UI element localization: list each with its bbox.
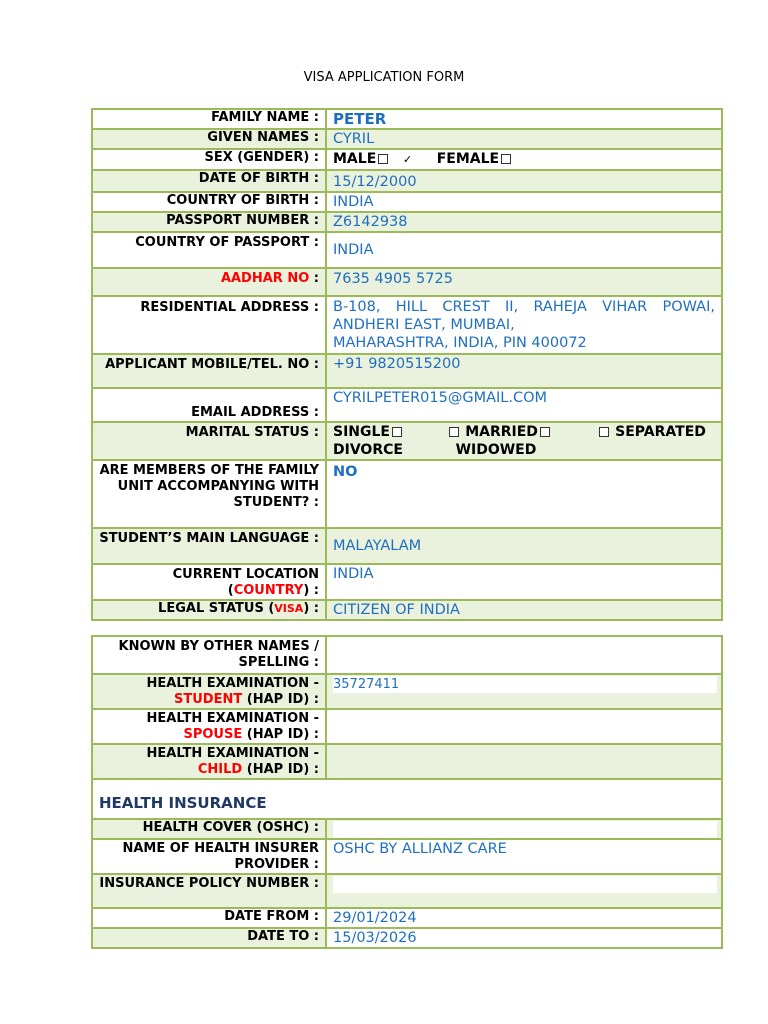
email-field[interactable]: CYRILPETER015@GMAIL.COM	[326, 388, 722, 422]
marital-separated-label: SEPARATED	[615, 424, 706, 440]
mobile-label: APPLICANT MOBILE/TEL. NO :	[92, 354, 326, 388]
date-to-label: DATE TO :	[92, 928, 326, 948]
cover-label: HEALTH COVER (OSHC) :	[92, 819, 326, 839]
known-by-field[interactable]	[326, 636, 722, 674]
cob-field[interactable]: INDIA	[326, 192, 722, 212]
check-icon: ✓	[402, 153, 413, 166]
dob-field[interactable]: 15/12/2000	[326, 170, 722, 192]
child-hap-field[interactable]	[326, 744, 722, 779]
marital-single-checkbox[interactable]	[392, 427, 402, 437]
location-label: CURRENT LOCATION (COUNTRY) :	[92, 564, 326, 600]
language-label: STUDENT’S MAIN LANGUAGE :	[92, 528, 326, 564]
passport-field[interactable]: Z6142938	[326, 212, 722, 232]
legal-field[interactable]: CITIZEN OF INDIA	[326, 600, 722, 620]
sex-label: SEX (GENDER) :	[92, 149, 326, 170]
spouse-hap-label: HEALTH EXAMINATION - SPOUSE (HAP ID) :	[92, 709, 326, 744]
cop-field[interactable]: INDIA	[326, 232, 722, 268]
marital-options	[326, 422, 722, 460]
student-hap-label: HEALTH EXAMINATION - STUDENT (HAP ID) :	[92, 674, 326, 709]
health-details-table	[91, 635, 723, 949]
policy-field[interactable]	[333, 876, 717, 893]
cover-cell	[326, 819, 722, 839]
date-from-field[interactable]: 29/01/2024	[326, 908, 722, 928]
marital-married-checkbox[interactable]	[449, 427, 459, 437]
cob-label: COUNTRY OF BIRTH :	[92, 192, 326, 212]
personal-details-table	[91, 108, 723, 621]
student-hap-cell	[326, 674, 722, 709]
given-names-field[interactable]: CYRIL	[326, 129, 722, 149]
policy-cell	[326, 874, 722, 908]
address-field[interactable]: B-108, HILL CREST II, RAHEJA VIHAR POWAI, ANDHERI EAST, MUMBAI, MAHARASHTRA, INDIA, PIN 400072	[326, 296, 722, 354]
insurer-field[interactable]: OSHC BY ALLIANZ CARE	[326, 839, 722, 874]
email-label: EMAIL ADDRESS :	[92, 388, 326, 422]
family-name-field[interactable]: PETER	[326, 109, 722, 129]
date-to-field[interactable]: 15/03/2026	[326, 928, 722, 948]
marital-separated-checkbox[interactable]	[599, 427, 609, 437]
location-field[interactable]: INDIA	[326, 564, 722, 600]
given-names-label: GIVEN NAMES :	[92, 129, 326, 149]
sex-male-checkbox[interactable]	[378, 154, 388, 164]
family-name-label: FAMILY NAME :	[92, 109, 326, 129]
marital-widowed-label: WIDOWED	[455, 442, 537, 458]
family-unit-label: ARE MEMBERS OF THE FAMILY UNIT ACCOMPANYING WITH STUDENT? :	[92, 460, 326, 528]
date-from-label: DATE FROM :	[92, 908, 326, 928]
language-field[interactable]: MALAYALAM	[326, 528, 722, 564]
sex-female-checkbox[interactable]	[501, 154, 511, 164]
sex-options	[326, 149, 722, 170]
dob-label: DATE OF BIRTH :	[92, 170, 326, 192]
sex-male-label: MALE	[333, 151, 377, 167]
cop-label: COUNTRY OF PASSPORT :	[92, 232, 326, 268]
insurer-label: NAME OF HEALTH INSURER PROVIDER :	[92, 839, 326, 874]
child-hap-label: HEALTH EXAMINATION - CHILD (HAP ID) :	[92, 744, 326, 779]
legal-label: LEGAL STATUS (VISA) :	[92, 600, 326, 620]
health-insurance-header: HEALTH INSURANCE	[99, 794, 267, 812]
address-label: RESIDENTIAL ADDRESS :	[92, 296, 326, 354]
marital-single-label: SINGLE	[333, 424, 390, 440]
marital-divorce-label: DIVORCE	[333, 442, 403, 458]
aadhar-label: AADHAR NO :	[92, 268, 326, 296]
passport-label: PASSPORT NUMBER :	[92, 212, 326, 232]
student-hap-field[interactable]: 35727411	[333, 676, 717, 693]
family-unit-field[interactable]: NO	[326, 460, 722, 528]
aadhar-field[interactable]: 7635 4905 5725	[326, 268, 722, 296]
policy-label: INSURANCE POLICY NUMBER :	[92, 874, 326, 908]
health-insurance-header-cell	[92, 779, 722, 819]
spouse-hap-field[interactable]	[326, 709, 722, 744]
marital-married-box2[interactable]	[540, 427, 550, 437]
form-title: VISA APPLICATION FORM	[303, 70, 465, 85]
known-by-label: KNOWN BY OTHER NAMES / SPELLING :	[92, 636, 326, 674]
marital-label: MARITAL STATUS :	[92, 422, 326, 460]
cover-field[interactable]	[333, 821, 717, 838]
sex-female-label: FEMALE	[436, 151, 500, 167]
marital-married-label: MARRIED	[465, 424, 538, 440]
mobile-field[interactable]: +91 9820515200	[326, 354, 722, 388]
